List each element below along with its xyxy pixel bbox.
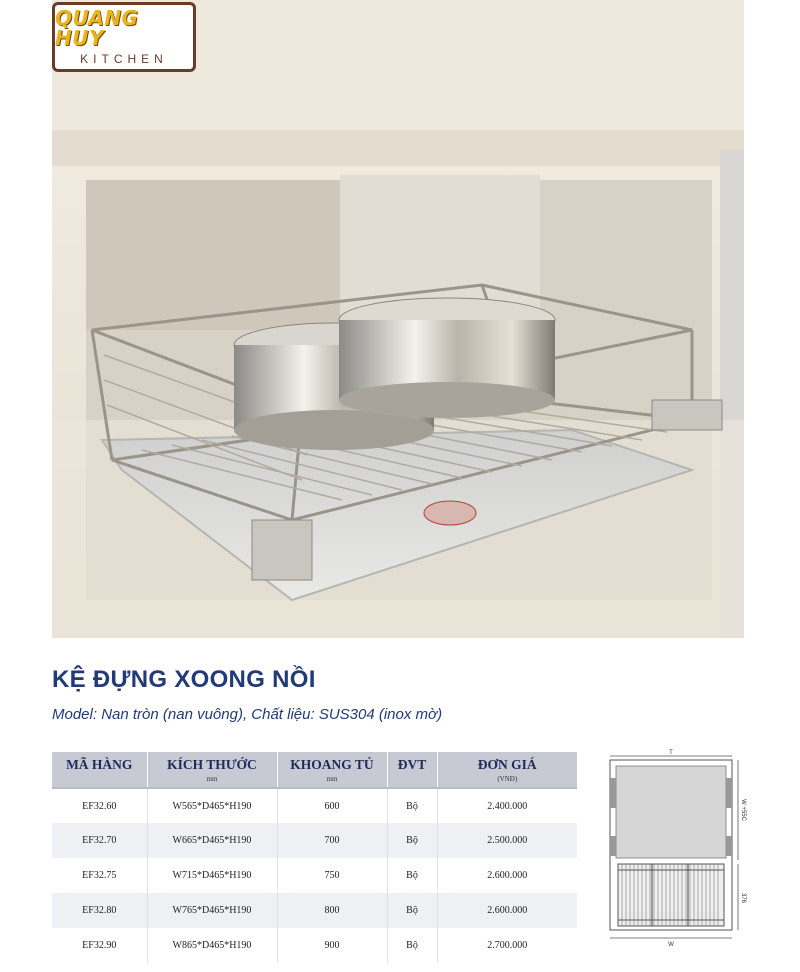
cell-price: 2.500.000	[437, 823, 577, 858]
dim-label-right-bottom: 376	[740, 892, 746, 904]
cell-unit: Bộ	[387, 823, 437, 858]
cell-cabinet: 700	[277, 823, 387, 858]
header-unit: mm	[206, 775, 218, 783]
pot-rack-illustration	[52, 0, 744, 638]
product-photo	[52, 0, 744, 638]
cell-size: W665*D465*H190	[147, 823, 277, 858]
left-clip	[610, 778, 616, 808]
cell-cabinet: 900	[277, 928, 387, 963]
price-table	[52, 752, 577, 963]
header-unit-col	[387, 752, 437, 788]
cell-cabinet: 750	[277, 858, 387, 893]
product-title: KỆ ĐỰNG XOONG NỒI	[52, 666, 316, 693]
cell-unit: Bộ	[387, 788, 437, 823]
table-row	[52, 928, 577, 963]
cell-cabinet: 600	[277, 788, 387, 823]
dim-label-right-top: W +55C	[740, 799, 746, 821]
table-row	[52, 823, 577, 858]
cell-price: 2.600.000	[437, 893, 577, 928]
table-header-row	[52, 752, 577, 788]
cell-price: 2.600.000	[437, 858, 577, 893]
cell-size: W865*D465*H190	[147, 928, 277, 963]
header-label: KHOANG TỦ	[290, 757, 374, 772]
table-row	[52, 858, 577, 893]
right-clip	[726, 778, 732, 808]
brand-subtitle: KITCHEN	[80, 52, 168, 66]
header-size	[147, 752, 277, 788]
header-label: KÍCH THƯỚC	[167, 757, 257, 772]
brand-logo	[52, 2, 196, 72]
cell-code: EF32.80	[52, 893, 147, 928]
cell-size: W765*D465*H190	[147, 893, 277, 928]
header-label: ĐVT	[397, 757, 427, 772]
cell-code: EF32.90	[82, 940, 117, 951]
cell-code: EF32.60	[52, 788, 147, 823]
cell-price: 2.400.000	[437, 788, 577, 823]
cell-code: EF32.75	[82, 870, 117, 881]
product-subtitle: Model: Nan tròn (nan vuông), Chất liệu: SUS304 (inox mờ)	[52, 706, 443, 723]
right-clip-lower	[726, 836, 732, 856]
rack-drawing	[596, 748, 756, 952]
header-label: MÃ HÀNG	[66, 757, 133, 772]
cell-size: W565*D465*H190	[147, 788, 277, 823]
dimension-diagram	[596, 748, 756, 952]
brand-name: QUANG HUY	[55, 6, 139, 50]
cell-price: 2.700.000	[437, 928, 577, 963]
header-code	[52, 752, 147, 788]
cell-unit: Bộ	[387, 858, 437, 893]
left-clip-lower	[610, 836, 616, 856]
dim-label-top: T	[669, 750, 673, 756]
cell-code: EF32.70	[52, 823, 147, 858]
header-price	[437, 752, 577, 788]
header-unit: (VNĐ)	[497, 775, 518, 783]
cell-size: W715*D465*H190	[147, 858, 277, 893]
cell-unit: Bộ	[387, 928, 437, 963]
table-row	[52, 893, 577, 928]
dim-label-bottom: W	[668, 942, 674, 948]
header-cabinet	[277, 752, 387, 788]
header-unit: mm	[326, 775, 338, 783]
cell-cabinet: 800	[277, 893, 387, 928]
cell-unit: Bộ	[387, 893, 437, 928]
table-row	[52, 788, 577, 823]
header-label: ĐƠN GIÁ	[477, 757, 537, 772]
upper-panel	[616, 766, 726, 858]
